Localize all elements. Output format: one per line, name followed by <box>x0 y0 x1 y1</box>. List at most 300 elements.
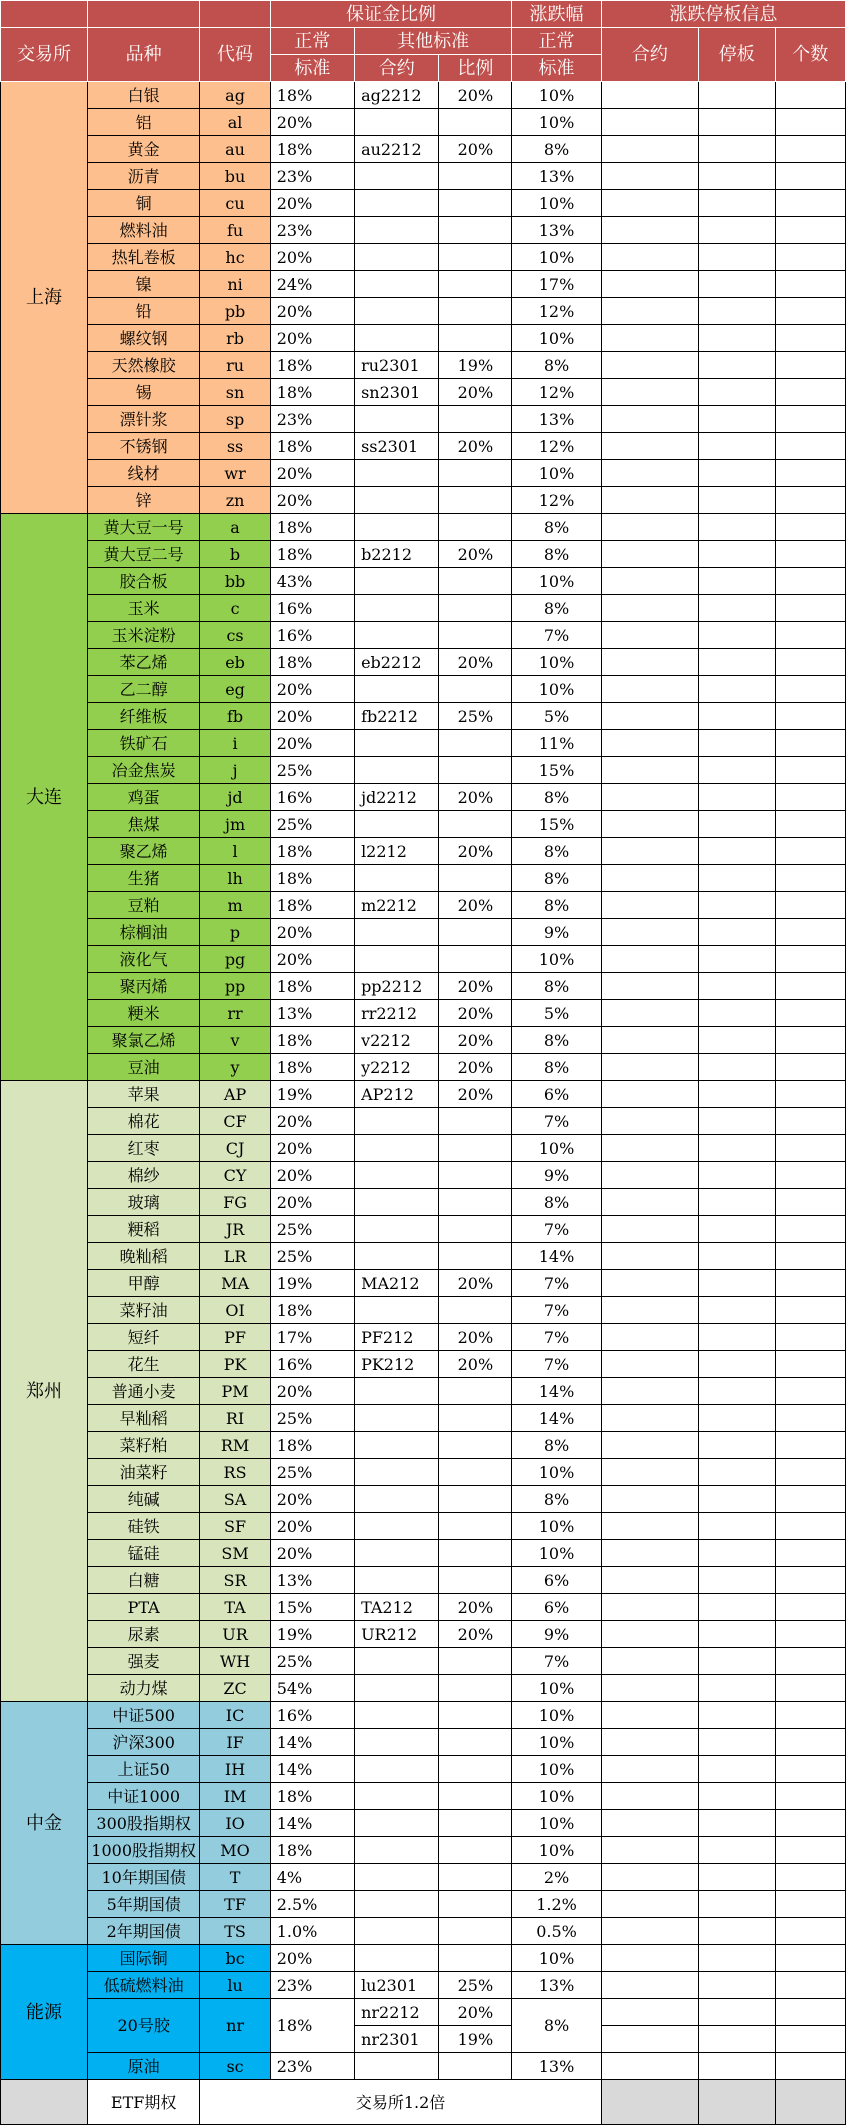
contract-cell: l2212 <box>355 838 439 865</box>
stop-contract-cell <box>601 190 698 217</box>
exchange-cell: 郑州 <box>1 1081 88 1702</box>
count-cell <box>775 352 845 379</box>
count-cell <box>775 1837 845 1864</box>
code-cell: c <box>200 595 270 622</box>
stop-contract-cell <box>601 1000 698 1027</box>
contract-cell: sn2301 <box>355 379 439 406</box>
table-row <box>1 1540 846 1567</box>
count-cell <box>775 2080 845 2125</box>
stop-cell <box>698 109 775 136</box>
limit-cell: 8% <box>512 352 601 379</box>
limit-cell: 12% <box>512 487 601 514</box>
variety-cell: 玉米淀粉 <box>87 622 199 649</box>
limit-cell: 6% <box>512 1081 601 1108</box>
header-other-standard: 其他标准 <box>355 28 512 55</box>
ratio-cell <box>439 1297 512 1324</box>
limit-cell: 13% <box>512 406 601 433</box>
stop-cell <box>698 1108 775 1135</box>
margin-cell: 13% <box>270 1567 354 1594</box>
ratio-cell: 20% <box>439 1324 512 1351</box>
ratio-cell <box>439 919 512 946</box>
table-row <box>1 1324 846 1351</box>
margin-cell: 18% <box>270 541 354 568</box>
code-cell: SF <box>200 1513 270 1540</box>
code-cell: pb <box>200 298 270 325</box>
margin-cell: 25% <box>270 1216 354 1243</box>
stop-contract-cell <box>601 784 698 811</box>
ratio-cell <box>439 1783 512 1810</box>
stop-contract-cell <box>601 865 698 892</box>
stop-contract-cell <box>601 892 698 919</box>
stop-cell <box>698 1270 775 1297</box>
variety-cell: 晚籼稻 <box>87 1243 199 1270</box>
table-row <box>1 163 846 190</box>
ratio-cell: 20% <box>439 1999 512 2026</box>
count-cell <box>775 1324 845 1351</box>
ratio-cell <box>439 1162 512 1189</box>
stop-cell <box>698 595 775 622</box>
margin-cell: 20% <box>270 676 354 703</box>
margin-cell: 18% <box>270 136 354 163</box>
stop-contract-cell <box>601 730 698 757</box>
stop-contract-cell <box>601 2080 698 2125</box>
code-cell: IF <box>200 1729 270 1756</box>
stop-contract-cell <box>601 1702 698 1729</box>
variety-cell: 上证50 <box>87 1756 199 1783</box>
ratio-cell <box>439 1918 512 1945</box>
variety-cell: 白糖 <box>87 1567 199 1594</box>
limit-cell: 9% <box>512 1162 601 1189</box>
contract-cell <box>355 1486 439 1513</box>
variety-cell: 尿素 <box>87 1621 199 1648</box>
code-cell: LR <box>200 1243 270 1270</box>
stop-cell <box>698 1594 775 1621</box>
ratio-cell <box>439 217 512 244</box>
limit-cell: 10% <box>512 676 601 703</box>
code-cell: cs <box>200 622 270 649</box>
count-cell <box>775 703 845 730</box>
margin-cell: 18% <box>270 82 354 109</box>
count-cell <box>775 1216 845 1243</box>
limit-cell: 7% <box>512 1108 601 1135</box>
stop-cell <box>698 1837 775 1864</box>
stop-cell <box>698 811 775 838</box>
limit-cell: 10% <box>512 1675 601 1702</box>
limit-cell: 8% <box>512 595 601 622</box>
count-cell <box>775 325 845 352</box>
stop-contract-cell <box>601 1864 698 1891</box>
stop-contract-cell <box>601 541 698 568</box>
stop-contract-cell <box>601 1810 698 1837</box>
variety-cell: 花生 <box>87 1351 199 1378</box>
code-cell: sp <box>200 406 270 433</box>
limit-cell: 12% <box>512 298 601 325</box>
table-row <box>1 1432 846 1459</box>
contract-cell <box>355 1648 439 1675</box>
contract-cell: ag2212 <box>355 82 439 109</box>
code-cell: CJ <box>200 1135 270 1162</box>
table-row <box>1 1675 846 1702</box>
variety-cell: 沪深300 <box>87 1729 199 1756</box>
table-row <box>1 1189 846 1216</box>
margin-cell: 20% <box>270 1189 354 1216</box>
code-cell: TS <box>200 1918 270 1945</box>
stop-contract-cell <box>601 1594 698 1621</box>
limit-cell: 8% <box>512 892 601 919</box>
ratio-cell: 20% <box>439 838 512 865</box>
ratio-cell: 20% <box>439 82 512 109</box>
count-cell <box>775 892 845 919</box>
table-row <box>1 784 846 811</box>
stop-cell <box>698 676 775 703</box>
stop-contract-cell <box>601 1621 698 1648</box>
variety-cell: 焦煤 <box>87 811 199 838</box>
stop-contract-cell <box>601 1729 698 1756</box>
margin-cell: 20% <box>270 946 354 973</box>
count-cell <box>775 730 845 757</box>
margin-cell: 20% <box>270 1162 354 1189</box>
table-row <box>1 1027 846 1054</box>
ratio-cell <box>439 595 512 622</box>
ratio-cell <box>439 109 512 136</box>
stop-contract-cell <box>601 1837 698 1864</box>
ratio-cell: 20% <box>439 1270 512 1297</box>
contract-cell <box>355 865 439 892</box>
stop-contract-cell <box>601 946 698 973</box>
margin-cell: 23% <box>270 406 354 433</box>
etf-note-cell: 交易所1.2倍 <box>200 2080 601 2125</box>
stop-contract-cell <box>601 217 698 244</box>
margin-cell: 16% <box>270 1702 354 1729</box>
header-limit: 涨跌幅 <box>512 1 601 28</box>
contract-cell <box>355 1864 439 1891</box>
margin-cell: 16% <box>270 1351 354 1378</box>
table-row <box>1 1972 846 1999</box>
variety-cell: 10年期国债 <box>87 1864 199 1891</box>
code-cell: au <box>200 136 270 163</box>
stop-cell <box>698 1783 775 1810</box>
limit-cell: 10% <box>512 1945 601 1972</box>
code-cell: FG <box>200 1189 270 1216</box>
stop-contract-cell <box>601 514 698 541</box>
contract-cell <box>355 1216 439 1243</box>
header-contract: 合约 <box>601 28 698 82</box>
margin-cell: 17% <box>270 1324 354 1351</box>
stop-cell <box>698 2026 775 2053</box>
contract-cell <box>355 1162 439 1189</box>
contract-cell: TA212 <box>355 1594 439 1621</box>
stop-cell <box>698 1297 775 1324</box>
ratio-cell <box>439 757 512 784</box>
ratio-cell: 20% <box>439 892 512 919</box>
variety-cell: 低硫燃料油 <box>87 1972 199 1999</box>
count-cell <box>775 514 845 541</box>
code-cell: nr <box>200 1999 270 2053</box>
variety-cell: 乙二醇 <box>87 676 199 703</box>
limit-cell: 1.2% <box>512 1891 601 1918</box>
stop-cell <box>698 514 775 541</box>
stop-contract-cell <box>601 244 698 271</box>
table-row <box>1 1459 846 1486</box>
header-contract-sub: 合约 <box>355 55 439 82</box>
stop-contract-cell <box>601 406 698 433</box>
table-row <box>1 892 846 919</box>
contract-cell: nr2301 <box>355 2026 439 2053</box>
stop-cell <box>698 1648 775 1675</box>
margin-cell: 18% <box>270 352 354 379</box>
variety-cell: 苯乙烯 <box>87 649 199 676</box>
table-row <box>1 1702 846 1729</box>
code-cell: i <box>200 730 270 757</box>
table-row <box>1 595 846 622</box>
margin-cell: 13% <box>270 1000 354 1027</box>
margin-cell: 25% <box>270 1243 354 1270</box>
margin-cell: 20% <box>270 1108 354 1135</box>
ratio-cell <box>439 1891 512 1918</box>
ratio-cell <box>439 1675 512 1702</box>
variety-cell: 动力煤 <box>87 1675 199 1702</box>
stop-cell <box>698 82 775 109</box>
code-cell: JR <box>200 1216 270 1243</box>
limit-cell: 2% <box>512 1864 601 1891</box>
stop-contract-cell <box>601 352 698 379</box>
limit-cell: 7% <box>512 1351 601 1378</box>
contract-cell <box>355 1108 439 1135</box>
stop-contract-cell <box>601 1432 698 1459</box>
code-cell: eg <box>200 676 270 703</box>
ratio-cell <box>439 1189 512 1216</box>
stop-cell <box>698 1378 775 1405</box>
variety-cell: 黄大豆一号 <box>87 514 199 541</box>
code-cell: ZC <box>200 1675 270 1702</box>
count-cell <box>775 1864 845 1891</box>
contract-cell <box>355 1243 439 1270</box>
limit-cell: 10% <box>512 1135 601 1162</box>
stop-contract-cell <box>601 595 698 622</box>
contract-cell <box>355 919 439 946</box>
stop-contract-cell <box>601 1756 698 1783</box>
stop-contract-cell <box>601 811 698 838</box>
etf-exchange-cell <box>1 2080 88 2125</box>
limit-cell: 10% <box>512 1540 601 1567</box>
variety-cell: 粳米 <box>87 1000 199 1027</box>
count-cell <box>775 217 845 244</box>
contract-cell <box>355 217 439 244</box>
limit-cell: 15% <box>512 757 601 784</box>
stop-contract-cell <box>601 838 698 865</box>
contract-cell: v2212 <box>355 1027 439 1054</box>
contract-cell <box>355 1567 439 1594</box>
count-cell <box>775 271 845 298</box>
stop-cell <box>698 703 775 730</box>
code-cell: fb <box>200 703 270 730</box>
count-cell <box>775 1621 845 1648</box>
limit-cell: 10% <box>512 190 601 217</box>
variety-cell: 玻璃 <box>87 1189 199 1216</box>
code-cell: T <box>200 1864 270 1891</box>
table-row <box>1 244 846 271</box>
margin-cell: 20% <box>270 919 354 946</box>
count-cell <box>775 136 845 163</box>
table-row <box>1 703 846 730</box>
stop-cell <box>698 1729 775 1756</box>
count-cell <box>775 1486 845 1513</box>
table-row <box>1 460 846 487</box>
contract-cell <box>355 1837 439 1864</box>
margin-cell: 25% <box>270 1459 354 1486</box>
count-cell <box>775 1648 845 1675</box>
count-cell <box>775 676 845 703</box>
variety-cell: 玉米 <box>87 595 199 622</box>
ratio-cell <box>439 298 512 325</box>
count-cell <box>775 1999 845 2026</box>
table-row <box>1 190 846 217</box>
contract-cell: MA212 <box>355 1270 439 1297</box>
limit-cell: 10% <box>512 82 601 109</box>
count-cell <box>775 1540 845 1567</box>
stop-cell <box>698 244 775 271</box>
table-row <box>1 1621 846 1648</box>
ratio-cell <box>439 244 512 271</box>
margin-cell: 20% <box>270 1135 354 1162</box>
table-row <box>1 811 846 838</box>
contract-cell <box>355 730 439 757</box>
variety-cell: 中证1000 <box>87 1783 199 1810</box>
limit-cell: 12% <box>512 433 601 460</box>
stop-cell <box>698 622 775 649</box>
code-cell: AP <box>200 1081 270 1108</box>
limit-cell: 0.5% <box>512 1918 601 1945</box>
contract-cell <box>355 676 439 703</box>
variety-cell: 甲醇 <box>87 1270 199 1297</box>
limit-cell: 10% <box>512 1729 601 1756</box>
margin-cell: 15% <box>270 1594 354 1621</box>
table-row <box>1 298 846 325</box>
stop-cell <box>698 1756 775 1783</box>
stop-cell <box>698 136 775 163</box>
contract-cell <box>355 1135 439 1162</box>
ratio-cell: 20% <box>439 649 512 676</box>
count-cell <box>775 973 845 1000</box>
table-row <box>1 1945 846 1972</box>
table-row <box>1 1648 846 1675</box>
code-cell: IH <box>200 1756 270 1783</box>
count-cell <box>775 1135 845 1162</box>
variety-cell: 棕榈油 <box>87 919 199 946</box>
stop-contract-cell <box>601 703 698 730</box>
code-cell: SA <box>200 1486 270 1513</box>
contract-cell <box>355 1540 439 1567</box>
stop-contract-cell <box>601 973 698 1000</box>
ratio-cell <box>439 1756 512 1783</box>
contract-cell <box>355 568 439 595</box>
margin-cell: 23% <box>270 2053 354 2080</box>
count-cell <box>775 568 845 595</box>
margin-cell: 23% <box>270 1972 354 1999</box>
code-cell: al <box>200 109 270 136</box>
margin-cell: 54% <box>270 1675 354 1702</box>
variety-cell: 锡 <box>87 379 199 406</box>
table-row <box>1 541 846 568</box>
code-cell: CY <box>200 1162 270 1189</box>
table-row <box>1 1243 846 1270</box>
limit-cell: 10% <box>512 109 601 136</box>
stop-contract-cell <box>601 676 698 703</box>
variety-cell: 铝 <box>87 109 199 136</box>
code-cell: bc <box>200 1945 270 1972</box>
table-row <box>1 730 846 757</box>
limit-cell: 7% <box>512 1648 601 1675</box>
ratio-cell <box>439 2053 512 2080</box>
stop-contract-cell <box>601 433 698 460</box>
variety-cell: 液化气 <box>87 946 199 973</box>
exchange-cell: 能源 <box>1 1945 88 2080</box>
stop-cell <box>698 1891 775 1918</box>
header-standard: 标准 <box>270 55 354 82</box>
ratio-cell <box>439 568 512 595</box>
code-cell: v <box>200 1027 270 1054</box>
table-row <box>1 352 846 379</box>
stop-cell <box>698 1459 775 1486</box>
table-row <box>1 406 846 433</box>
ratio-cell: 20% <box>439 784 512 811</box>
variety-cell: 粳稻 <box>87 1216 199 1243</box>
code-cell: OI <box>200 1297 270 1324</box>
table-row <box>1 1999 846 2026</box>
variety-cell: 镍 <box>87 271 199 298</box>
stop-cell <box>698 1243 775 1270</box>
ratio-cell <box>439 1837 512 1864</box>
stop-cell <box>698 352 775 379</box>
margin-cell: 18% <box>270 973 354 1000</box>
count-cell <box>775 784 845 811</box>
margin-cell: 20% <box>270 109 354 136</box>
limit-cell: 10% <box>512 1837 601 1864</box>
variety-cell: 国际铜 <box>87 1945 199 1972</box>
stop-cell <box>698 892 775 919</box>
contract-cell <box>355 1675 439 1702</box>
limit-cell: 14% <box>512 1243 601 1270</box>
stop-cell <box>698 1351 775 1378</box>
code-cell: MO <box>200 1837 270 1864</box>
margin-cell: 18% <box>270 433 354 460</box>
margin-cell: 1.0% <box>270 1918 354 1945</box>
limit-cell: 10% <box>512 1459 601 1486</box>
variety-cell: 热轧卷板 <box>87 244 199 271</box>
limit-cell: 10% <box>512 244 601 271</box>
table-row <box>1 1486 846 1513</box>
variety-cell: 锌 <box>87 487 199 514</box>
code-cell: pg <box>200 946 270 973</box>
contract-cell: PK212 <box>355 1351 439 1378</box>
count-cell <box>775 2053 845 2080</box>
limit-cell: 10% <box>512 325 601 352</box>
count-cell <box>775 433 845 460</box>
count-cell <box>775 1405 845 1432</box>
variety-cell: 纤维板 <box>87 703 199 730</box>
header-variety: 品种 <box>87 28 199 82</box>
margin-cell: 20% <box>270 1945 354 1972</box>
limit-cell: 8% <box>512 1432 601 1459</box>
variety-cell: 不锈钢 <box>87 433 199 460</box>
code-cell: TA <box>200 1594 270 1621</box>
code-cell: b <box>200 541 270 568</box>
count-cell <box>775 460 845 487</box>
variety-cell: 纯碱 <box>87 1486 199 1513</box>
code-cell: lu <box>200 1972 270 1999</box>
limit-cell: 5% <box>512 1000 601 1027</box>
code-cell: bb <box>200 568 270 595</box>
